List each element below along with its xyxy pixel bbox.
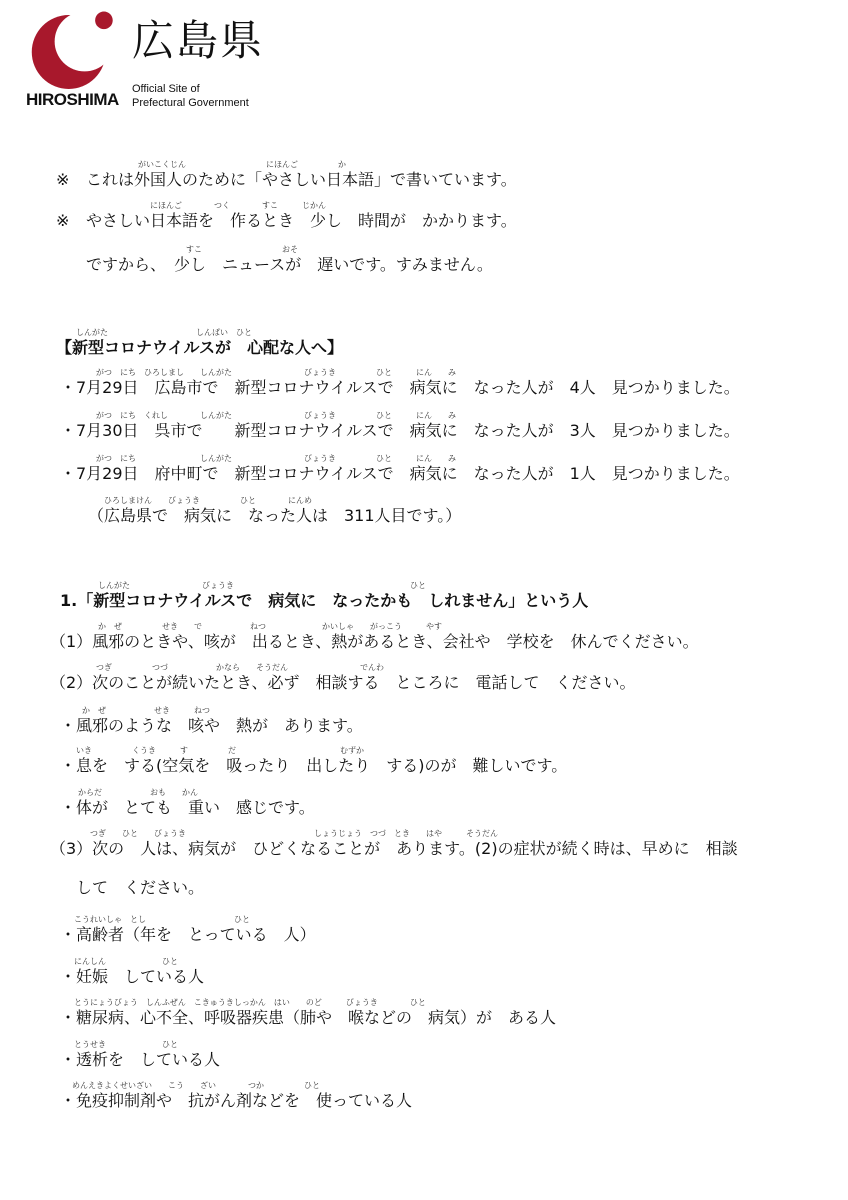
case-total: （広島県で 病気に なった人は 311人目です。） (88, 506, 462, 525)
risk-item-2: ・妊娠 している人 (60, 967, 205, 986)
note-line-2 (56, 211, 517, 231)
ruby-note-2: にほんご つく すこ じかん (150, 201, 326, 210)
case-item-1: ・7月29日 広島市で 新型コロナウイルスで 病気に なった人が 4人 見つかりました。 (60, 378, 740, 397)
ruby-para-3: つぎ ひと びょうき しょうじょう つづ とき はや そうだん (90, 829, 498, 838)
hiroshima-logo-mark-icon (30, 8, 118, 96)
ruby-symptom-1: か ぜ せき ねつ (82, 706, 210, 715)
ruby-para-1: か ぜ せき で ねつ かいしゃ がっこう やす (98, 622, 442, 631)
note-line-1 (56, 170, 517, 190)
risk-item-1: ・高齢者（年を とっている 人） (60, 925, 316, 944)
ruby-case-item-2: がつ にち くれし しんがた びょうき ひと にん み (96, 411, 456, 420)
note-text-1: これは外国人のために「やさしい日本語」で書いています。 (86, 170, 517, 189)
note-mark: ※ (56, 170, 70, 189)
logo-subtitle-line-2: Prefectural Government (132, 97, 249, 109)
para-3-line-2: して ください。 (76, 878, 205, 897)
ruby-case-item-1: がつ にち ひろしまし しんがた びょうき ひと にん み (96, 368, 456, 377)
ruby-symptom-3: からだ おも かん (78, 788, 198, 797)
ruby-symptom-2: いき くうき す だ むずか (76, 746, 364, 755)
prefecture-logo[interactable] (24, 6, 284, 109)
risk-item-4: ・透析を している人 (60, 1050, 221, 1069)
section-a-heading: 【新型コロナウイルスが 心配な人へ】 (56, 338, 344, 357)
ruby-risk-item-2: にんしん ひと (74, 957, 178, 966)
ruby-case-total: ひろしまけん びょうき ひと にんめ (104, 496, 312, 505)
ruby-risk-item-1: こうれいしゃ とし ひと (74, 915, 250, 924)
risk-item-5: ・免疫抑制剤や 抗がん剤などを 使っている人 (60, 1091, 413, 1110)
note-mark: ※ (56, 211, 70, 230)
ruby-para-2: つぎ つづ かなら そうだん でんわ (96, 663, 384, 672)
symptom-2: ・息を する(空気を 吸ったり 出したり する)のが 難しいです。 (60, 756, 568, 775)
section-1-heading: 1.「新型コロナウイルスで 病気に なったかも しれません」という人 (60, 591, 589, 610)
symptom-3: ・体が とても 重い 感じです。 (60, 798, 315, 817)
note-line-3: ですから、 少し ニュースが 遅いです。すみません。 (86, 255, 493, 274)
symptom-1: ・風邪のような 咳や 熱が あります。 (60, 716, 363, 735)
ruby-risk-item-3: とうにょうびょう しんふぜん こきゅうきしっかん はい のど びょうき ひと (74, 998, 426, 1007)
para-2: （2）次のことが続いたとき、必ず 相談する ところに 電話して ください。 (50, 673, 636, 692)
note-text-2: やさしい日本語を 作るとき 少し 時間が かかります。 (86, 211, 517, 230)
para-3-line-1: （3）次の 人は、病気が ひどくなることが あります。(2)の症状が続く時は、早めに 相談 (50, 839, 738, 858)
case-item-2: ・7月30日 呉市で 新型コロナウイルスで 病気に なった人が 3人 見つかりました。 (60, 421, 740, 440)
ruby-section-a-heading: しんがた しんぱい ひと (76, 328, 252, 337)
logo-english-name: HIROSHIMA (26, 90, 119, 109)
ruby-note-3: すこ おそ (186, 245, 298, 254)
ruby-case-item-3: がつ にち しんがた びょうき ひと にん み (96, 454, 456, 463)
ruby-section-1-heading: しんがた びょうき ひと (98, 581, 426, 590)
ruby-risk-item-4: とうせき ひと (74, 1040, 178, 1049)
ruby-risk-item-5: めんえきよくせいざい こう ざい つか ひと (72, 1081, 320, 1090)
logo-subtitle (132, 82, 249, 110)
ruby-note-1: がいこくじん にほんご か (138, 160, 346, 169)
case-item-3: ・7月29日 府中町で 新型コロナウイルスで 病気に なった人が 1人 見つかりました。 (60, 464, 740, 483)
risk-item-3: ・糖尿病、心不全、呼吸器疾患（肺や 喉などの 病気）が ある人 (60, 1008, 557, 1027)
para-1: （1）風邪のときや、咳が 出るとき、熱があるとき、会社や 学校を 休んでください。 (50, 632, 699, 651)
logo-subtitle-line-1: Official Site of (132, 83, 200, 95)
logo-title: 広島県 (132, 16, 265, 65)
